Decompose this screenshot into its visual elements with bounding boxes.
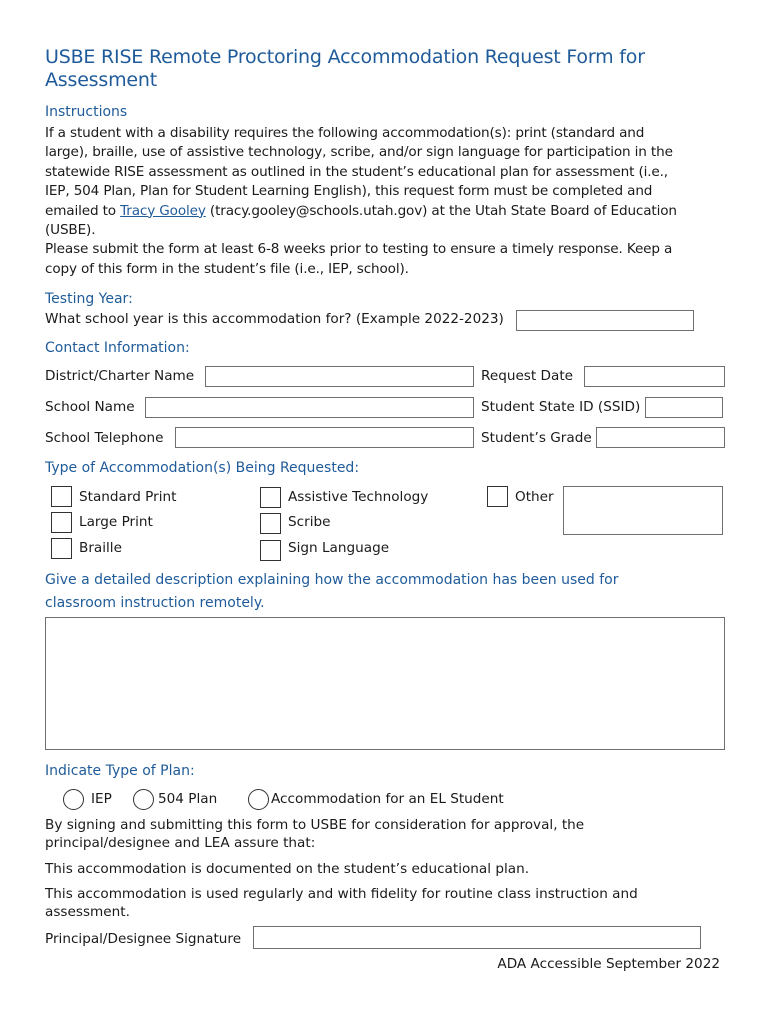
other-checkbox[interactable] <box>487 486 508 507</box>
description-heading <box>45 569 618 615</box>
instructions-line: large), braille, use of assistive technology, scribe, and/or sign language for participation in the <box>45 144 673 161</box>
large-print-checkbox[interactable] <box>51 512 72 533</box>
footer-accessibility-note: ADA Accessible September 2022 <box>497 956 720 972</box>
instructions-line: statewide RISE assessment as outlined in the student’s educational plan for assessment (i.e., <box>45 163 668 180</box>
braille-checkbox[interactable] <box>51 538 72 559</box>
instructions-text: emailed to <box>45 202 121 219</box>
el-student-label: Accommodation for an EL Student <box>271 791 504 807</box>
plan-504-label: 504 Plan <box>158 791 218 807</box>
page-title <box>45 46 735 92</box>
instructions-paragraph <box>45 124 735 279</box>
instructions-line: Please submit the form at least 6-8 weeks prior to testing to ensure a timely response. Keep a <box>45 241 673 258</box>
large-print-label: Large Print <box>79 514 153 530</box>
el-student-radio[interactable] <box>248 789 269 810</box>
instructions-text: (tracy.gooley@schools.utah.gov) at the Utah State Board of Education <box>205 202 677 219</box>
signature-field[interactable] <box>253 926 701 949</box>
scribe-label: Scribe <box>288 514 331 530</box>
accommodation-heading: Type of Accommodation(s) Being Requested: <box>45 460 360 476</box>
ssid-field[interactable] <box>645 397 723 418</box>
standard-print-checkbox[interactable] <box>51 486 72 507</box>
assistive-technology-checkbox[interactable] <box>260 487 281 508</box>
school-telephone-field[interactable] <box>175 427 474 448</box>
sign-language-label: Sign Language <box>288 540 390 556</box>
assurance-line: This accommodation is used regularly and with fidelity for routine class instruction and <box>45 886 638 902</box>
plan-504-radio[interactable] <box>133 789 154 810</box>
testing-year-heading: Testing Year: <box>45 291 133 307</box>
assurance-line: principal/designee and LEA assure that: <box>45 835 316 851</box>
school-name-label: School Name <box>45 399 135 415</box>
ssid-label: Student State ID (SSID) <box>481 399 641 415</box>
instructions-line <box>45 202 735 221</box>
braille-label: Braille <box>79 540 122 556</box>
tracy-gooley-link[interactable]: Tracy Gooley <box>120 202 206 219</box>
student-grade-field[interactable] <box>596 427 725 448</box>
instructions-line: IEP, 504 Plan, Plan for Student Learning English), this request form must be completed and <box>45 183 653 200</box>
instructions-line: If a student with a disability requires the following accommodation(s): print (standard and <box>45 125 645 141</box>
sign-language-checkbox[interactable] <box>260 540 281 561</box>
signature-label: Principal/Designee Signature <box>45 931 242 947</box>
district-name-field[interactable] <box>205 366 474 387</box>
student-grade-label: Student’s Grade <box>481 430 592 446</box>
scribe-checkbox[interactable] <box>260 513 281 534</box>
district-name-label: District/Charter Name <box>45 368 195 384</box>
instructions-heading: Instructions <box>45 104 128 120</box>
assurance-documented: This accommodation is documented on the student’s educational plan. <box>45 861 530 877</box>
description-heading-line: Give a detailed description explaining how the accommodation has been used for <box>45 572 619 588</box>
description-heading-line: classroom instruction remotely. <box>45 595 265 611</box>
iep-label: IEP <box>91 791 112 807</box>
request-date-field[interactable] <box>584 366 725 387</box>
instructions-line: copy of this form in the student’s file (i.e., IEP, school). <box>45 260 409 277</box>
request-date-label: Request Date <box>481 368 574 384</box>
assistive-technology-label: Assistive Technology <box>288 489 429 505</box>
testing-year-field[interactable] <box>516 310 694 331</box>
page-title-line-2: Assessment <box>45 69 157 91</box>
description-textarea[interactable] <box>45 617 725 750</box>
school-name-field[interactable] <box>145 397 474 418</box>
instructions-line: (USBE). <box>45 222 96 239</box>
testing-year-question: What school year is this accommodation for? (Example 2022-2023) <box>45 311 504 327</box>
assurance-line: assessment. <box>45 904 130 920</box>
iep-radio[interactable] <box>63 789 84 810</box>
standard-print-label: Standard Print <box>79 489 177 505</box>
contact-heading: Contact Information: <box>45 340 190 356</box>
other-description-field[interactable] <box>563 486 723 535</box>
school-telephone-label: School Telephone <box>45 430 164 446</box>
assurance-fidelity <box>45 885 638 921</box>
other-label: Other <box>515 489 554 505</box>
page-title-line-1: USBE RISE Remote Proctoring Accommodation Request Form for <box>45 46 645 68</box>
plan-type-heading: Indicate Type of Plan: <box>45 763 195 779</box>
assurance-line: By signing and submitting this form to USBE for consideration for approval, the <box>45 817 585 833</box>
assurance-paragraph <box>45 816 584 852</box>
